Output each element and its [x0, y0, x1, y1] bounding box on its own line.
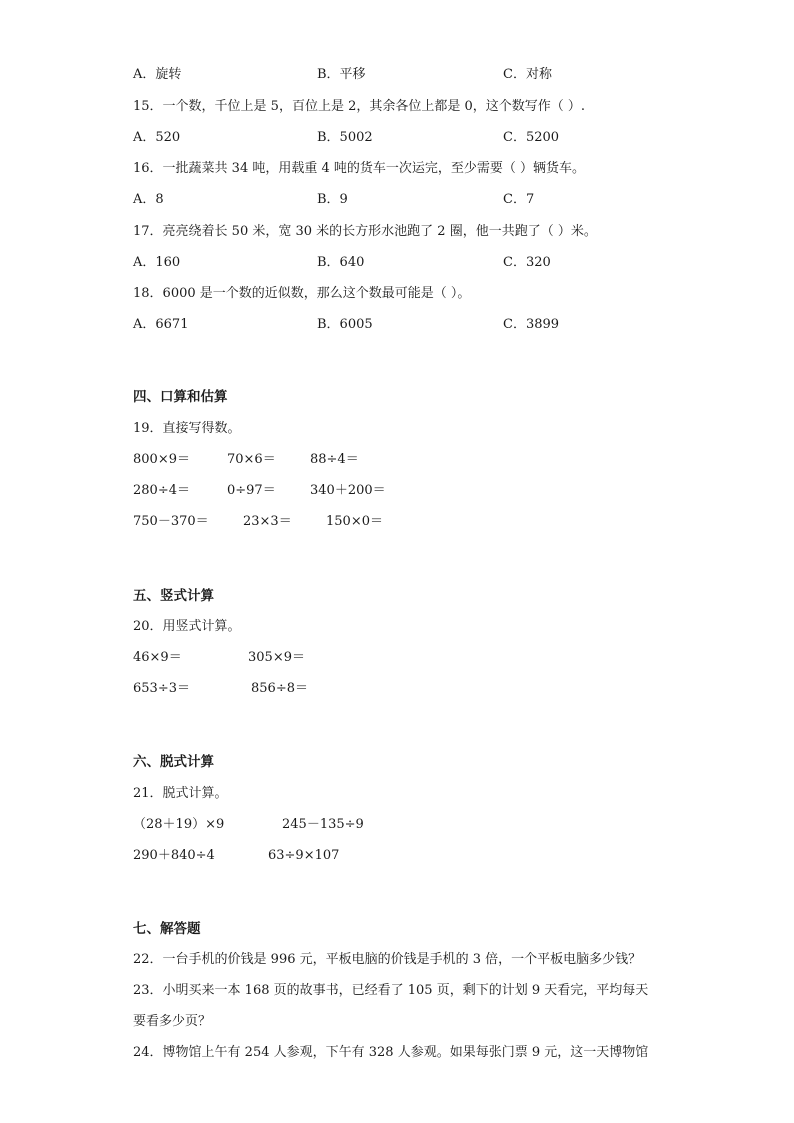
calc-item: 88÷4＝ — [310, 452, 359, 467]
calc-item: 290＋840÷4 — [133, 848, 215, 863]
q15-option-a: A．520 — [133, 130, 181, 145]
calc-item: 856÷8＝ — [251, 681, 308, 696]
calc-item: 800×9＝ — [133, 452, 190, 467]
q14-option-c: C．对称 — [503, 67, 552, 82]
q17-option-c: C．320 — [503, 255, 551, 270]
section-5-title: 五、竖式计算 — [133, 588, 214, 604]
question-23-continued: 要看多少页？ — [133, 1014, 212, 1029]
calc-item: 653÷3＝ — [133, 681, 190, 696]
calc-item: 280÷4＝ — [133, 483, 190, 498]
question-21: 21．脱式计算。 — [133, 786, 228, 801]
question-19: 19．直接写得数。 — [133, 421, 241, 436]
calc-item: （28＋19）×9 — [133, 817, 225, 832]
q14-option-b: B．平移 — [317, 67, 366, 82]
calc-item: 63÷9×107 — [268, 848, 340, 863]
question-23: 23．小明买来一本 168 页的故事书，已经看了 105 页，剩下的计划 9 天看完，平均每天 — [133, 983, 649, 998]
q18-option-a: A．6671 — [133, 317, 189, 332]
q17-option-b: B．640 — [317, 255, 365, 270]
q18-option-b: B．6005 — [317, 317, 373, 332]
q15-option-c: C．5200 — [503, 130, 560, 145]
question-17: 17．亮亮绕着长 50 米，宽 30 米的长方形水池跑了 2 圈，他一共跑了（ ）米。 — [133, 224, 597, 239]
question-15: 15．一个数，千位上是 5，百位上是 2，其余各位上都是 0，这个数写作（ ）. — [133, 99, 586, 114]
q17-option-a: A．160 — [133, 255, 181, 270]
calc-item: 23×3＝ — [243, 514, 292, 529]
q14-option-a: A．旋转 — [133, 67, 182, 82]
calc-item: 245－135÷9 — [282, 817, 364, 832]
question-22: 22．一台手机的价钱是 996 元，平板电脑的价钱是手机的 3 倍，一个平板电脑多少钱？ — [133, 952, 642, 967]
question-16: 16．一批蔬菜共 34 吨，用载重 4 吨的货车一次运完，至少需要（ ）辆货车。 — [133, 161, 586, 176]
section-6-title: 六、脱式计算 — [133, 754, 214, 770]
section-7-title: 七、解答题 — [133, 921, 201, 937]
calc-item: 70×6＝ — [227, 452, 276, 467]
q16-option-b: B．9 — [317, 192, 348, 207]
q16-option-a: A．8 — [133, 192, 164, 207]
q16-option-c: C．7 — [503, 192, 535, 207]
calc-item: 305×9＝ — [248, 650, 305, 665]
calc-item: 0÷97＝ — [227, 483, 276, 498]
question-24: 24．博物馆上午有 254 人参观，下午有 328 人参观。如果每张门票 9 元，这一天博物馆 — [133, 1045, 649, 1060]
section-4-title: 四、口算和估算 — [133, 389, 228, 405]
calc-item: 46×9＝ — [133, 650, 182, 665]
calc-item: 340＋200＝ — [310, 483, 386, 498]
calc-item: 750－370＝ — [133, 514, 209, 529]
question-20: 20．用竖式计算。 — [133, 619, 241, 634]
question-18: 18．6000 是一个数的近似数，那么这个数最可能是（ ）。 — [133, 286, 471, 301]
calc-item: 150×0＝ — [326, 514, 383, 529]
q15-option-b: B．5002 — [317, 130, 373, 145]
q18-option-c: C．3899 — [503, 317, 560, 332]
